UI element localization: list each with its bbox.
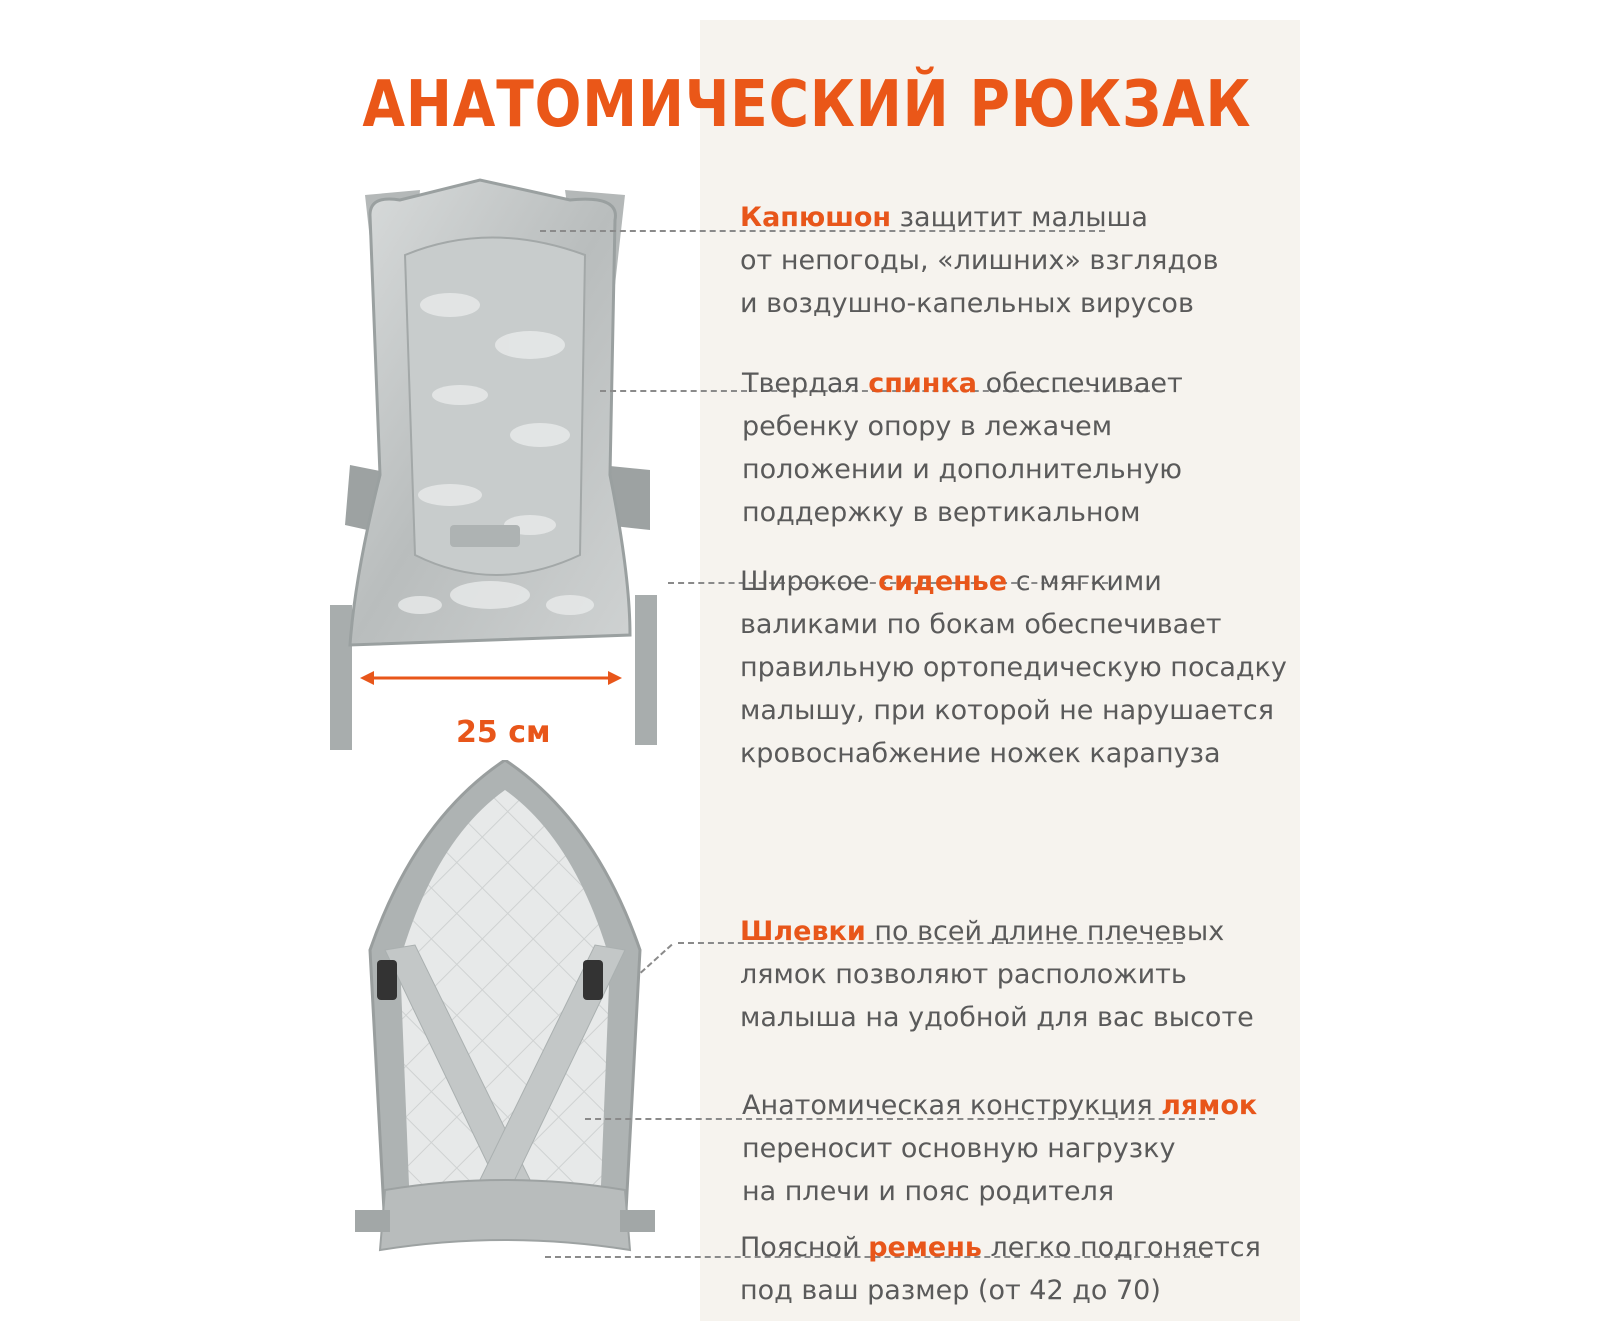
feature-line: кровоснабжение ножек карапуза: [740, 738, 1221, 769]
feature-line: валиками по бокам обеспечивает: [740, 609, 1222, 640]
feature-line: на плечи и пояс родителя: [742, 1176, 1115, 1207]
feature-line: правильную ортопедическую посадку: [740, 652, 1287, 683]
feature-loops: [740, 910, 1254, 1039]
feature-highlight: спинка: [868, 368, 977, 399]
carrier-inside-image: [355, 760, 655, 1300]
feature-line: ребенку опору в лежачем: [742, 411, 1113, 442]
feature-heading: Широкое сиденье с мягкими: [740, 566, 1162, 597]
feature-heading: Анатомическая конструкция лямок: [742, 1090, 1258, 1121]
feature-line: под ваш размер (от 42 до 70): [740, 1275, 1161, 1306]
feature-highlight: ремень: [868, 1232, 982, 1263]
feature-highlight: сиденье: [878, 566, 1008, 597]
feature-heading: Твердая спинка обеспечивает: [742, 368, 1183, 399]
feature-hood: [740, 196, 1219, 325]
width-measure-label: 25 см: [456, 715, 551, 750]
feature-back: [742, 362, 1183, 534]
feature-line: малышу, при которой не нарушается: [740, 695, 1274, 726]
page-title: АНАТОМИЧЕСКИЙ РЮКЗАК: [362, 68, 1252, 142]
feature-heading: Шлевки по всей длине плечевых: [740, 916, 1225, 947]
feature-highlight: лямок: [1161, 1090, 1258, 1121]
feature-seat: [740, 560, 1287, 775]
feature-line: поддержку в вертикальном: [742, 497, 1141, 528]
feature-heading: Поясной ремень легко подгоняется: [740, 1232, 1261, 1263]
feature-line: переносит основную нагрузку: [742, 1133, 1176, 1164]
feature-line: лямок позволяют расположить: [740, 959, 1187, 990]
feature-straps: [742, 1084, 1257, 1213]
feature-line: малыша на удобной для вас высоте: [740, 1002, 1254, 1033]
feature-highlight: Шлевки: [740, 916, 866, 947]
feature-line: положении и дополнительную: [742, 454, 1183, 485]
feature-belt: [740, 1226, 1261, 1312]
feature-line: от непогоды, «лишних» взглядов: [740, 245, 1219, 276]
feature-line: и воздушно-капельных вирусов: [740, 288, 1194, 319]
feature-heading: Капюшон защитит малыша: [740, 202, 1148, 233]
width-measure-arrow: [360, 668, 622, 688]
feature-highlight: Капюшон: [740, 202, 892, 233]
